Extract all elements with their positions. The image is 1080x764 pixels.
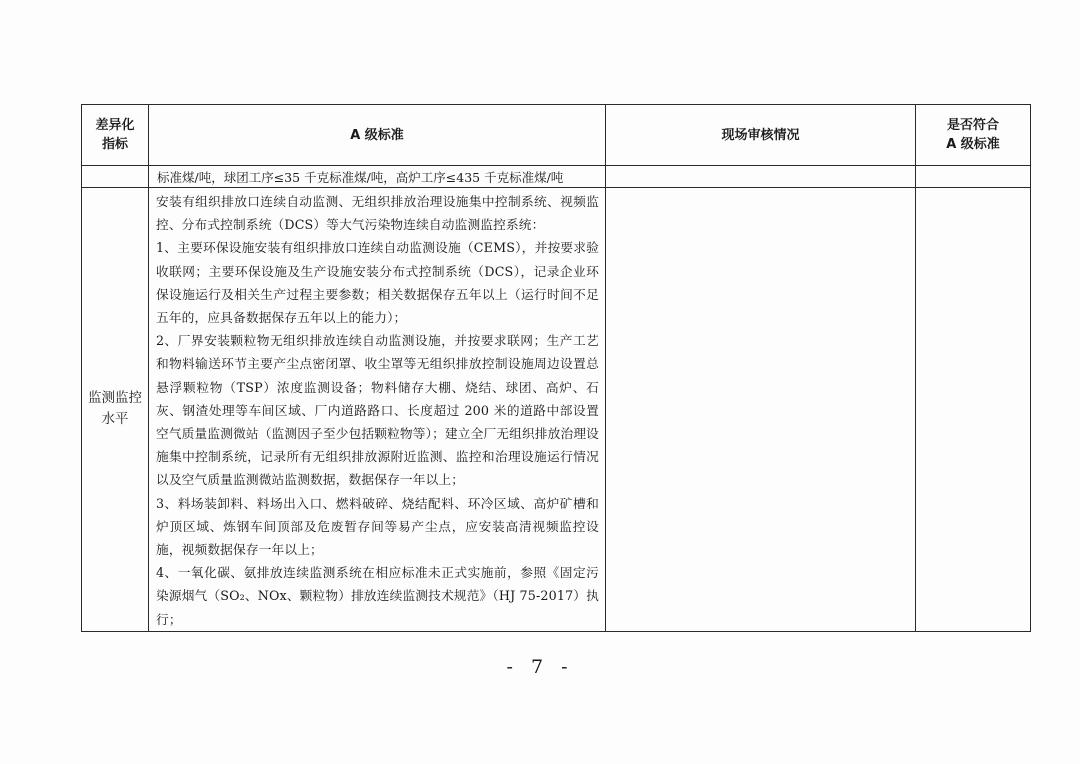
monitoring-row [82,188,1031,632]
continuation-indicator-cell [82,166,149,188]
standard-text-cell [149,188,606,632]
standards-table [81,104,1031,632]
standard-paragraph-4: 4、一氧化碳、氨排放连续监测系统在相应标准未正式实施前，参照《固定污染源烟气（SO₂、NOx、颗粒物）排放连续监测技术规范》（HJ 75-2017）执行； [156,565,599,627]
table-header-row [82,105,1031,166]
header-indicator [82,105,149,166]
standard-paragraph-intro: 安装有组织排放口连续自动监测、无组织排放治理设施集中控制系统、视频监控、分布式控制系统（DCS）等大气污染物连续自动监测监控系统： [156,194,599,233]
standard-paragraph-3: 3、料场装卸料、料场出入口、燃料破碎、烧结配料、环冷区域、高炉矿槽和炉顶区域、炼钢车间顶部及危废暂存间等易产尘点，应安装高清视频监控设施，视频数据保存一年以上； [156,495,599,558]
page-number: - 7 - [506,656,574,678]
audit-cell [606,188,916,632]
continuation-compliance-cell [916,166,1031,188]
standard-paragraph-1: 1、主要环保设施安装有组织排放口连续自动监测设施（CEMS），并按要求验收联网；主要环保设施及生产设施安装分布式控制系统（DCS），记录企业环保设施运行及相关生产过程主要参数；相关数据保存五年以上（运行时间不足五年的，应具备数据保存五年以上的能力）； [156,240,599,326]
header-compliance [916,105,1031,166]
compliance-cell [916,188,1031,632]
header-indicator-label: 差异化指标 [95,118,135,152]
continuation-row [82,166,1031,188]
header-compliance-label: 是否符合 A 级标准 [946,118,1000,152]
standard-paragraph-2: 2、厂界安装颗粒物无组织排放连续自动监测设施，并按要求联网；生产工艺和物料输送环节主要产尘点密闭罩、收尘罩等无组织排放控制设施周边设置总悬浮颗粒物（TSP）浓度监测设备；物料储存大棚、烧结、球团、高炉、石灰、钢渣处理等车间区域、厂内道路路口、长度超过 200 米的道路中部设置空气质量监测微站（监测因子至少包括颗粒物等）；建立全厂无组织排放治理设施集中控制系统，记录所有无组织排放源附近监测、监控和治理设施运行情况以及空气质量监测微站监测数据，数据保存一年以上； [156,333,599,488]
continuation-audit-cell [606,166,916,188]
indicator-label: 监测监控水平 [88,390,142,428]
continuation-standard-text: 标准煤/吨，球团工序≤35 千克标准煤/吨，高炉工序≤435 千克标准煤/吨 [149,166,606,188]
indicator-cell [82,188,149,632]
header-standard: A 级标准 [149,105,606,166]
header-audit: 现场审核情况 [606,105,916,166]
